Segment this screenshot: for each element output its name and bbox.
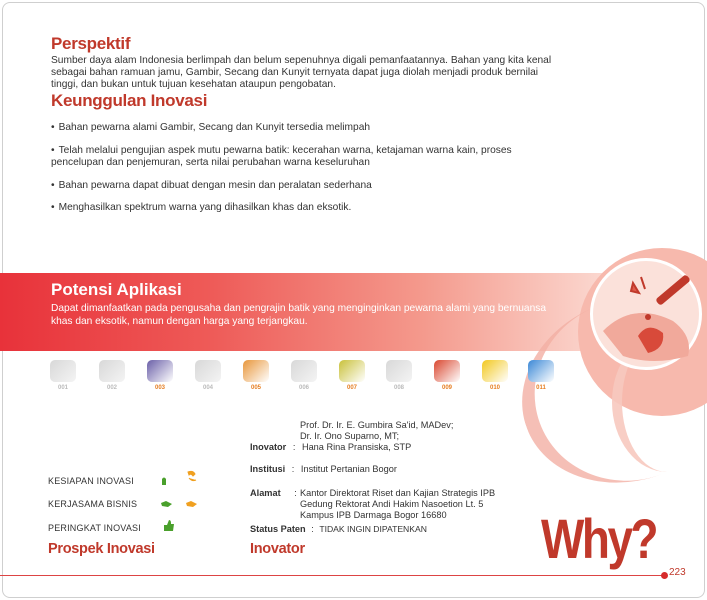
paten-label: Status Paten	[250, 524, 306, 534]
kerjasama-label: KERJASAMA BISNIS	[48, 499, 138, 509]
sector-number: 007	[346, 385, 357, 391]
institusi-value: Institut Pertanian Bogor	[300, 464, 397, 474]
orange-hand-icon	[185, 470, 199, 483]
institusi-row	[250, 464, 397, 476]
potensi-line: khas dan eksotik, namun dengan harga yang terjangkau.	[51, 315, 308, 327]
inovator-name: Hana Rina Pransiska, STP	[301, 442, 412, 452]
list-item-text: Menghasilkan spektrum warna yang dihasilkan khas dan eksotik.	[58, 202, 352, 213]
separator: :	[294, 488, 297, 498]
alamat-label: Alamat	[250, 488, 281, 498]
list-item	[51, 202, 551, 215]
potensi-line: Dapat dimanfaatkan pada pengusaha dan pengrajin batik yang menginginkan pewarna alami yang bernuansa	[51, 303, 547, 314]
alamat-line: Kampus IPB Darmaga Bogor 16680	[300, 510, 447, 520]
perspektif-title: Perspektif	[51, 34, 131, 53]
sector-number: 011	[536, 385, 546, 391]
potensi-text	[51, 303, 561, 328]
sector-005-icon	[241, 360, 271, 391]
inovator-label: Inovator	[250, 442, 287, 452]
sector-009-icon	[432, 360, 462, 391]
inovator-title: Inovator	[250, 541, 305, 557]
sector-icon-strip	[48, 360, 568, 400]
paten-row	[250, 524, 427, 536]
bullet-icon: •	[51, 122, 55, 133]
paten-value: TIDAK INGIN DIPATENKAN	[319, 524, 427, 534]
inovator-row	[250, 442, 411, 454]
alamat-line: Kantor Direktorat Riset dan Kajian Strategis IPB	[300, 488, 496, 498]
sector-007-icon	[337, 360, 367, 391]
sector-010-icon	[480, 360, 510, 391]
perspektif-line: Sumber daya alam Indonesia berlimpah dan belum sepenuhnya digali pemanfaatannya. Bahan yang kita kenal	[51, 55, 552, 66]
sector-number: 004	[202, 385, 213, 391]
alamat-line: Gedung Rektorat Andi Hakim Nasoetion Lt. 5	[300, 499, 484, 509]
potensi-title: Potensi Aplikasi	[51, 280, 182, 299]
list-item-text: Telah melalui pengujian aspek mutu pewarna batik: kecerahan warna, ketajaman warna kain, proses	[58, 144, 512, 156]
prospek-title: Prospek Inovasi	[48, 541, 155, 557]
green-hand-icon	[160, 474, 174, 487]
kesiapan-label: KESIAPAN INOVASI	[48, 476, 134, 486]
list-item	[51, 145, 551, 170]
inovator-name: Dr. Ir. Ono Suparno, MT;	[300, 431, 400, 441]
peringkat-label: PERINGKAT INOVASI	[48, 523, 141, 533]
separator: :	[292, 442, 296, 452]
list-item-text: Bahan pewarna alami Gambir, Secang dan Kunyit tersedia melimpah	[58, 122, 371, 133]
thumbs-up-icon	[162, 519, 176, 532]
sector-number: 006	[298, 385, 309, 391]
list-item-text: Bahan pewarna dapat dibuat dengan mesin dan peralatan sederhana	[58, 179, 372, 191]
alamat-row	[250, 488, 301, 500]
footer-dot	[661, 572, 668, 579]
bullet-icon: •	[51, 179, 55, 191]
sector-number: 003	[154, 385, 165, 391]
sector-number: 001	[57, 385, 68, 391]
list-item-text: pencelupan dan penjemuran, serta nilai perubahan warna keseluruhan	[51, 157, 370, 168]
why-heading: Why?	[541, 507, 657, 570]
bullet-icon: •	[51, 202, 55, 213]
perspektif-line: tinggi, dan bukan untuk tujuan kesehatan ataupun pengobatan.	[51, 79, 336, 90]
dye-dropper-icon	[593, 261, 705, 373]
page-number: 223	[669, 567, 686, 578]
dye-illustration	[590, 258, 702, 370]
sector-011-icon	[526, 360, 556, 391]
green-handshake-icon	[160, 497, 174, 510]
keunggulan-list	[51, 122, 551, 225]
sector-number: 005	[250, 385, 261, 391]
sector-004-icon	[193, 360, 223, 391]
inovator-name: Prof. Dr. Ir. E. Gumbira Sa'id, MADev;	[300, 420, 454, 430]
sector-006-icon	[289, 360, 319, 391]
perspektif-text	[51, 55, 571, 91]
separator: :	[291, 464, 295, 474]
keunggulan-title: Keunggulan Inovasi	[51, 91, 208, 110]
orange-handshake-icon	[185, 497, 199, 510]
sector-number: 010	[489, 385, 500, 391]
sector-number: 008	[393, 385, 404, 391]
list-item	[51, 180, 551, 193]
sector-number: 002	[106, 385, 117, 391]
sector-008-icon	[384, 360, 414, 391]
sector-001-icon	[48, 360, 78, 391]
institusi-label: Institusi	[250, 464, 286, 474]
sector-number: 009	[441, 385, 452, 391]
separator: :	[311, 524, 314, 534]
perspektif-line: sebagai bahan ramuan jamu, Gambir, Secang dan Kunyit ternyata dapat juga diolah menjadi produk bernilai	[51, 67, 539, 78]
bullet-icon: •	[51, 144, 55, 156]
footer-line	[0, 575, 665, 576]
list-item	[51, 122, 551, 135]
sector-002-icon	[97, 360, 127, 391]
sector-003-icon	[145, 360, 175, 391]
